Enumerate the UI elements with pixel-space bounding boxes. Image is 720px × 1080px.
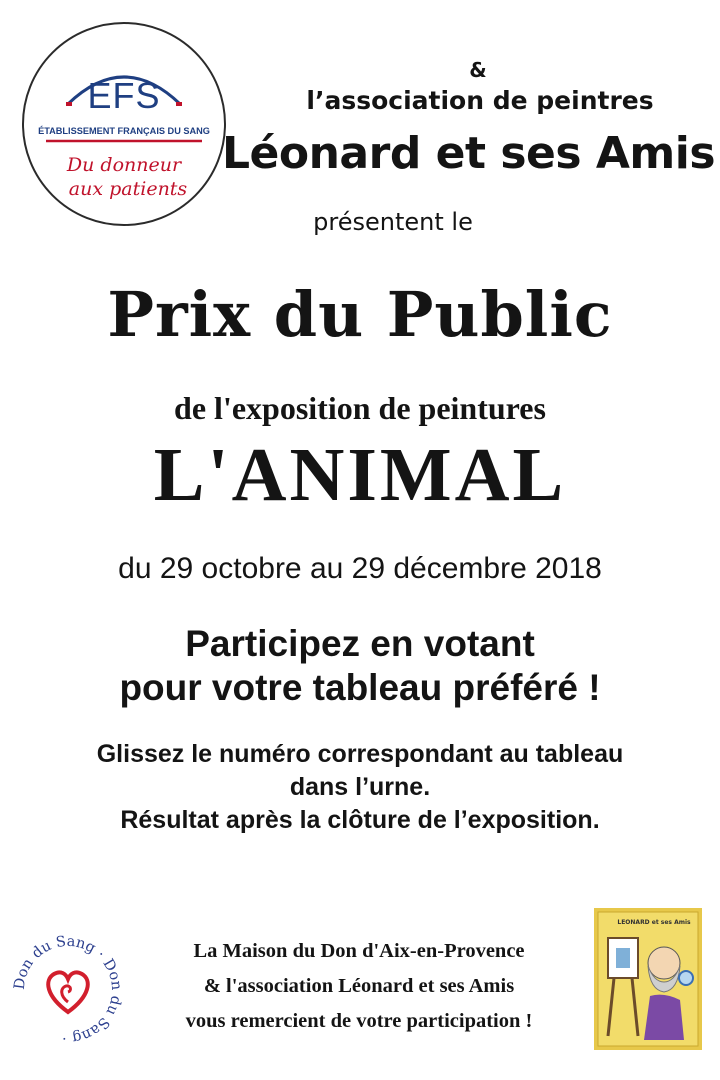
efs-slogan-line1: Du donneur (66, 154, 182, 176)
association-name: Léonard et ses Amis (222, 128, 716, 179)
call-to-action (20, 622, 700, 710)
association-poster-thumbnail (594, 908, 702, 1050)
svg-text:Don du Sang · Don du Sang · (12, 934, 124, 1046)
painter-head (648, 947, 680, 979)
efs-fullname: ÉTABLISSEMENT FRANÇAIS DU SANG (38, 126, 210, 136)
instructions-line1: Glissez le numéro correspondant au tableau (96, 740, 624, 768)
efs-logo (22, 22, 226, 226)
presenting-text: présentent le (313, 208, 473, 236)
thank-you-message (122, 934, 596, 1039)
efs-slogan-line2: aux patients (68, 178, 188, 200)
thanks-line2: & l'association Léonard et ses Amis (203, 975, 515, 997)
efs-acronym: EFS (87, 75, 161, 116)
instructions-line3: Résultat après la clôture de l’exposition. (120, 806, 600, 834)
exhibition-subtitle: de l'exposition de peintures (174, 390, 546, 426)
thanks-line1: La Maison du Don d'Aix-en-Provence (193, 940, 525, 962)
call-to-action-line1: Participez en votant (185, 623, 535, 664)
poster-caption: LEONARD et ses Amis (617, 919, 691, 926)
don-du-sang-arc-text: Don du Sang · Don du Sang · (11, 933, 125, 1047)
painter-robe (644, 995, 684, 1040)
heart-swirl (62, 986, 71, 1002)
call-to-action-line2: pour votre tableau préféré ! (119, 667, 601, 708)
association-prefix: l’association de peintres (306, 86, 654, 115)
palette-icon (679, 971, 693, 985)
don-du-sang-logo (8, 930, 128, 1050)
exhibition-dates: du 29 octobre au 29 décembre 2018 (118, 552, 602, 585)
exhibition-theme: L'ANIMAL (153, 433, 567, 517)
heart-icon (48, 972, 88, 1012)
ampersand: & (469, 58, 487, 82)
voting-instructions (20, 738, 700, 837)
thanks-line3: vous remercient de votre participation ! (185, 1010, 533, 1032)
instructions-line2: dans l’urne. (289, 773, 431, 801)
main-title: Prix du Public (107, 278, 613, 351)
